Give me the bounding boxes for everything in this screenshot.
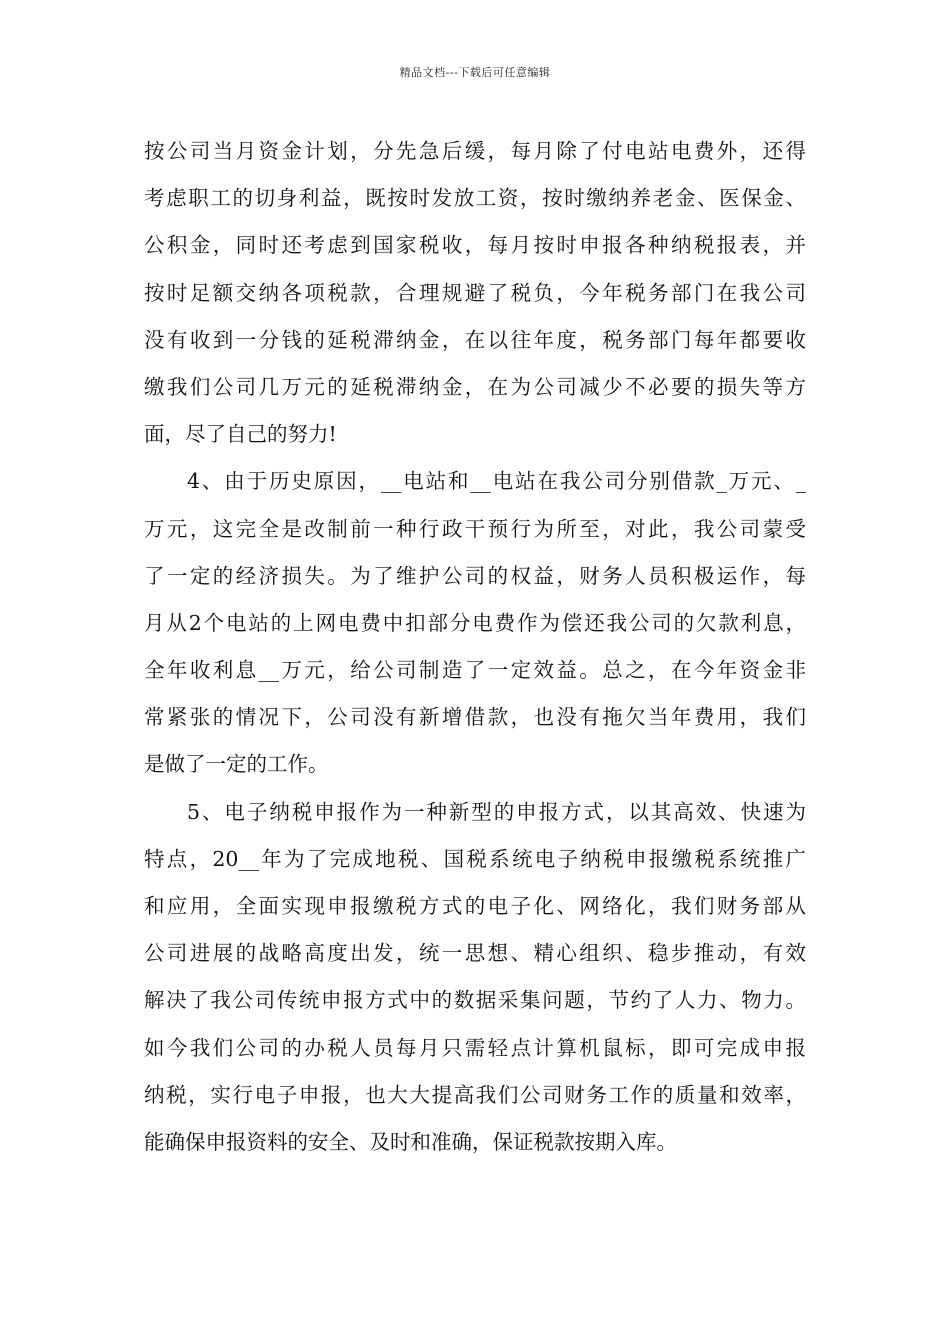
text-line: 解决了我公司传统申报方式中的数据采集问题，节约了人力、物力。	[144, 988, 806, 1013]
text-line: 按公司当月资金计划，分先急后缓，每月除了付电站电费外，还得	[144, 139, 806, 163]
text-line: 按时足额交纳各项税款，合理规避了税负，今年税务部门在我公司	[144, 280, 806, 305]
text-line: 特点，20__年为了完成地税、国税系统电子纳税申报缴税系统推广	[144, 846, 806, 871]
text-line: 月从2个电站的上网电费中扣部分电费作为偿还我公司的欠款利息，	[144, 610, 806, 635]
page-header: 精品文档---下载后可任意编辑	[399, 66, 551, 79]
text-line: 是做了一定的工作。	[144, 752, 329, 777]
text-line: 考虑职工的切身利益，既按时发放工资，按时缴纳养老金、医保金、	[144, 186, 806, 211]
text-line: 缴我们公司几万元的延税滞纳金，在为公司减少不必要的损失等方	[144, 374, 806, 399]
text-line: 了一定的经济损失。为了维护公司的权益，财务人员积极运作，每	[144, 563, 806, 588]
paragraph-2	[144, 458, 806, 788]
text-line: 面，尽了自己的努力!	[144, 422, 337, 447]
paragraph-1	[144, 128, 806, 458]
text-line: 没有收到一分钱的延税滞纳金，在以往年度，税务部门每年都要收	[144, 327, 806, 352]
text-line: 纳税，实行电子申报，也大大提高我们公司财务工作的质量和效率，	[144, 1082, 806, 1107]
text-line: 万元，这完全是改制前一种行政干预行为所至，对此，我公司蒙受	[144, 516, 806, 541]
document-body	[144, 128, 806, 1166]
text-line: 能确保申报资料的安全、及时和准确，保证税款按期入库。	[144, 1129, 677, 1154]
text-line: 如今我们公司的办税人员每月只需轻点计算机鼠标，即可完成申报	[144, 1035, 806, 1060]
text-line: 4、由于历史原因，__电站和__电站在我公司分别借款_万元、_	[187, 469, 806, 494]
text-line: 常紧张的情况下，公司没有新增借款，也没有拖欠当年费用，我们	[144, 705, 806, 730]
text-line: 全年收利息__万元，给公司制造了一定效益。总之，在今年资金非	[144, 658, 806, 683]
paragraph-3	[144, 789, 806, 1167]
text-line: 和应用，全面实现申报缴税方式的电子化、网络化，我们财务部从	[144, 894, 806, 918]
text-line: 5、电子纳税申报作为一种新型的申报方式，以其高效、快速为	[187, 799, 806, 824]
text-line: 公积金，同时还考虑到国家税收，每月按时申报各种纳税报表，并	[144, 233, 806, 258]
text-line: 公司进展的战略高度出发，统一思想、精心组织、稳步推动，有效	[144, 941, 806, 966]
